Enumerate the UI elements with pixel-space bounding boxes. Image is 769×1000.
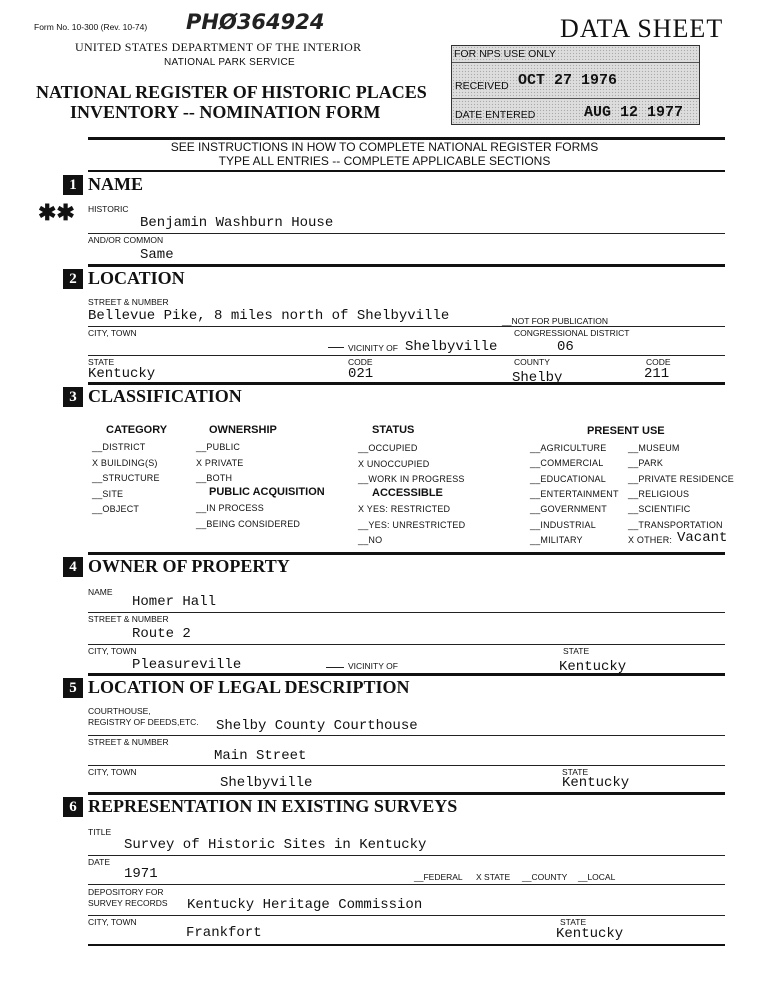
ownership-option: __PUBLIC <box>196 442 241 452</box>
survey-date: 1971 <box>124 866 158 882</box>
acquisition-option: __BEING CONSIDERED <box>196 518 301 529</box>
survey-date-label: DATE <box>88 857 111 867</box>
accessible-option: X YES: RESTRICTED <box>358 504 451 514</box>
status-option: __OCCUPIED <box>358 443 418 453</box>
margin-mark: ✱✱ <box>38 200 75 225</box>
received-label: RECEIVED <box>455 80 509 92</box>
service-name: NATIONAL PARK SERVICE <box>164 57 295 68</box>
use1-option: __AGRICULTURE <box>530 443 607 453</box>
survey-title-label: TITLE <box>88 827 112 837</box>
courthouse-label-2: REGISTRY OF DEEDS,ETC. <box>88 717 199 727</box>
location-vicinity: Shelbyville <box>405 339 498 355</box>
nps-use-box <box>451 45 700 125</box>
legal-city: Shelbyville <box>220 775 313 791</box>
owner-name-label: NAME <box>88 587 113 597</box>
location-city-label: CITY, TOWN <box>88 328 137 338</box>
section-5-title: LOCATION OF LEGAL DESCRIPTION <box>88 677 410 697</box>
owner-vicinity-label: VICINITY OF <box>348 661 398 671</box>
section-5-number: 5 <box>63 678 83 698</box>
survey-city: Frankfort <box>186 925 262 941</box>
location-code: 021 <box>348 366 374 382</box>
common-name: Same <box>140 247 174 263</box>
nps-heading: FOR NPS USE ONLY <box>454 48 556 60</box>
not-for-publication: __NOT FOR PUBLICATION <box>502 316 608 326</box>
category-option: __OBJECT <box>92 504 140 514</box>
instructions-line1: SEE INSTRUCTIONS IN HOW TO COMPLETE NATIONAL REGISTER FORMS <box>170 140 599 154</box>
county-label: COUNTY <box>514 357 550 367</box>
section-6-title: REPRESENTATION IN EXISTING SURVEYS <box>88 796 458 816</box>
use2-option: __PRIVATE RESIDENCE <box>628 473 734 484</box>
survey-federal: __FEDERAL <box>414 872 463 882</box>
section-3-title: CLASSIFICATION <box>88 386 242 406</box>
use2-option: __MUSEUM <box>628 443 680 453</box>
common-label: AND/OR COMMON <box>88 235 164 245</box>
present-use-heading: PRESENT USE <box>587 425 665 437</box>
owner-street: Route 2 <box>132 626 191 642</box>
use1-option: __COMMERCIAL <box>530 458 604 469</box>
category-option: __STRUCTURE <box>92 473 160 483</box>
owner-city: Pleasureville <box>132 657 242 673</box>
depository: Kentucky Heritage Commission <box>187 897 423 913</box>
courthouse: Shelby County Courthouse <box>216 718 418 734</box>
use2-option: __RELIGIOUS <box>628 488 690 499</box>
category-option: X BUILDING(S) <box>92 457 158 468</box>
status-heading: STATUS <box>372 424 415 436</box>
entered-label: DATE ENTERED <box>455 109 536 121</box>
owner-state: Kentucky <box>559 659 627 675</box>
legal-street: Main Street <box>214 748 307 764</box>
section-4-number: 4 <box>63 557 83 577</box>
category-option: __SITE <box>92 488 124 499</box>
section-2-number: 2 <box>63 269 83 289</box>
status-option: __WORK IN PROGRESS <box>358 474 465 484</box>
use1-option: __INDUSTRIAL <box>530 519 596 530</box>
state-label: STATE <box>88 357 115 367</box>
form-title-line2: INVENTORY -- NOMINATION FORM <box>70 102 381 122</box>
code2-label: CODE <box>646 357 671 367</box>
location-county-code: 211 <box>644 366 670 382</box>
location-vicinity-label: VICINITY OF <box>348 343 398 353</box>
location-street-label: STREET & NUMBER <box>88 297 169 307</box>
entered-date: AUG 12 1977 <box>584 104 684 121</box>
depository-label-2: SURVEY RECORDS <box>88 898 168 908</box>
acquisition-option: __IN PROCESS <box>196 503 264 513</box>
other-use-value: Vacant <box>677 530 728 546</box>
legal-street-label: STREET & NUMBER <box>88 737 169 747</box>
owner-state-label: STATE <box>563 646 590 656</box>
acquisition-heading: PUBLIC ACQUISITION <box>209 486 325 498</box>
courthouse-label-1: COURTHOUSE, <box>88 706 151 716</box>
use1-option: __MILITARY <box>530 534 583 545</box>
section-6-number: 6 <box>63 797 83 817</box>
section-4-title: OWNER OF PROPERTY <box>88 556 290 576</box>
legal-state-label: STATE <box>562 767 589 777</box>
form-number: Form No. 10-300 (Rev. 10-74) <box>34 22 148 32</box>
use1-option: __ENTERTAINMENT <box>530 488 619 499</box>
survey-state: Kentucky <box>556 926 624 942</box>
survey-title: Survey of Historic Sites in Kentucky <box>124 837 427 853</box>
handwritten-id: PHØ364924 <box>186 10 325 34</box>
department-name: UNITED STATES DEPARTMENT OF THE INTERIOR <box>75 40 362 54</box>
accessible-option: __NO <box>358 535 383 545</box>
category-heading: CATEGORY <box>106 424 168 436</box>
status-option: X UNOCCUPIED <box>358 458 430 469</box>
instructions-line2: TYPE ALL ENTRIES -- COMPLETE APPLICABLE SECTIONS <box>218 154 551 168</box>
category-option: __DISTRICT <box>92 442 146 452</box>
data-sheet-stamp: DATA SHEET <box>560 14 724 43</box>
accessible-option: __YES: UNRESTRICTED <box>358 519 466 530</box>
owner-name: Homer Hall <box>132 594 217 610</box>
congressional-label: CONGRESSIONAL DISTRICT <box>514 328 630 338</box>
legal-city-label: CITY, TOWN <box>88 767 137 777</box>
use1-option: __GOVERNMENT <box>530 504 607 515</box>
form-title-line1: NATIONAL REGISTER OF HISTORIC PLACES <box>36 82 427 102</box>
survey-state-label: STATE <box>560 917 587 927</box>
code-label: CODE <box>348 357 373 367</box>
use2-option: __SCIENTIFIC <box>628 504 691 515</box>
survey-city-label: CITY, TOWN <box>88 917 137 927</box>
survey-local: __LOCAL <box>578 872 616 882</box>
location-state: Kentucky <box>88 366 156 382</box>
ownership-heading: OWNERSHIP <box>209 424 277 436</box>
historic-label: HISTORIC <box>88 204 129 214</box>
survey-state-check: X STATE <box>476 872 511 882</box>
use1-option: __EDUCATIONAL <box>530 473 606 484</box>
section-1-title: NAME <box>88 174 143 194</box>
owner-city-label: CITY, TOWN <box>88 646 137 656</box>
section-2-title: LOCATION <box>88 268 185 288</box>
legal-state: Kentucky <box>562 775 630 791</box>
accessible-heading: ACCESSIBLE <box>372 487 443 499</box>
ownership-option: X PRIVATE <box>196 457 244 468</box>
use2-option: __TRANSPORTATION <box>628 519 723 530</box>
section-1-number: 1 <box>63 175 83 195</box>
congressional-district: 06 <box>557 339 574 355</box>
owner-street-label: STREET & NUMBER <box>88 614 169 624</box>
survey-county: __COUNTY <box>522 872 568 882</box>
section-3-number: 3 <box>63 387 83 407</box>
location-county: Shelby <box>512 370 563 386</box>
historic-name: Benjamin Washburn House <box>140 215 334 231</box>
depository-label-1: DEPOSITORY FOR <box>88 887 164 897</box>
use2-option: X OTHER: <box>628 534 673 545</box>
ownership-option: __BOTH <box>196 473 233 483</box>
use2-option: __PARK <box>628 458 664 469</box>
location-street: Bellevue Pike, 8 miles north of Shelbyville <box>88 308 450 324</box>
received-date: OCT 27 1976 <box>518 72 618 89</box>
